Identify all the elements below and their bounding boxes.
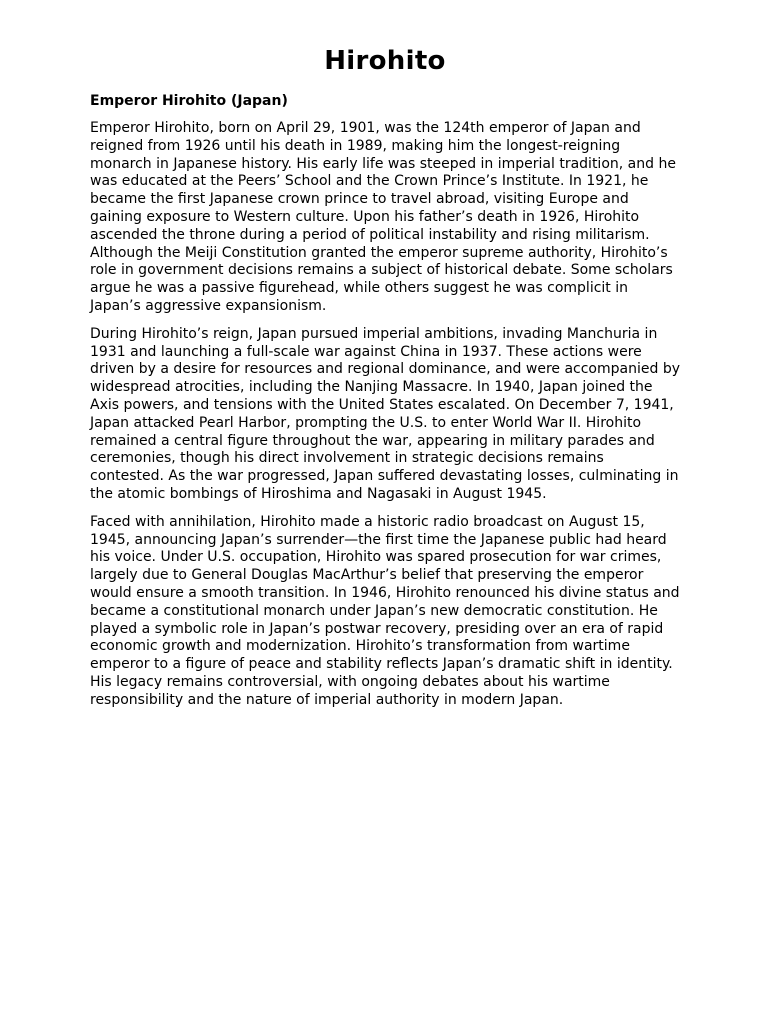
section-heading: Emperor Hirohito (Japan) (90, 93, 288, 109)
paragraph-2: During Hirohito’s reign, Japan pursued imperial ambitions, invading Manchuria in 1931 and launching a full-scale war against China in 1937. These actions were driven by a desire for resources and regional dominance, and were accompanied by widespread atrocities, including the Nanjing Massacre. In 1940, Japan joined the Axis powers, and tensions with the United States escalated. On December 7, 1941, Japan attacked Pearl Harbor, prompting the U.S. to enter World War II. Hirohito remained a central figure throughout the war, appearing in military parades and ceremonies, though his direct involvement in strategic decisions remains contested. As the war progressed, Japan suffered devastating losses, culminating in the atomic bombings of Hiroshima and Nagasaki in August 1945. (90, 325, 680, 502)
page-title: Hirohito (324, 46, 446, 76)
paragraph-3: Faced with annihilation, Hirohito made a historic radio broadcast on August 15, 1945, announcing Japan’s surrender—the first time the Japanese public had heard his voice. Under U.S. occupation, Hirohito was spared prosecution for war crimes, largely due to General Douglas MacArthur’s belief that preserving the emperor would ensure a smooth transition. In 1946, Hirohito renounced his divine status and became a constitutional monarch under Japan’s new democratic constitution. He played a symbolic role in Japan’s postwar recovery, presiding over an era of rapid economic growth and modernization. Hirohito’s transformation from wartime emperor to a figure of peace and stability reflects Japan’s dramatic shift in identity. His legacy remains controversial, with ongoing debates about his wartime responsibility and the nature of imperial authority in modern Japan. (90, 513, 680, 708)
document-page (90, 0, 680, 710)
paragraph-1: Emperor Hirohito, born on April 29, 1901, was the 124th emperor of Japan and reigned from 1926 until his death in 1989, making him the longest-reigning monarch in Japanese history. His early life was steeped in imperial tradition, and he was educated at the Peers’ School and the Crown Prince’s Institute. In 1921, he became the first Japanese crown prince to travel abroad, visiting Europe and gaining exposure to Western culture. Upon his father’s death in 1926, Hirohito ascended the throne during a period of political instability and rising militarism. Although the Meiji Constitution granted the emperor supreme authority, Hirohito’s role in government decisions remains a subject of historical debate. Some scholars argue he was a passive figurehead, while others suggest he was complicit in Japan’s aggressive expansionism. (90, 120, 676, 314)
